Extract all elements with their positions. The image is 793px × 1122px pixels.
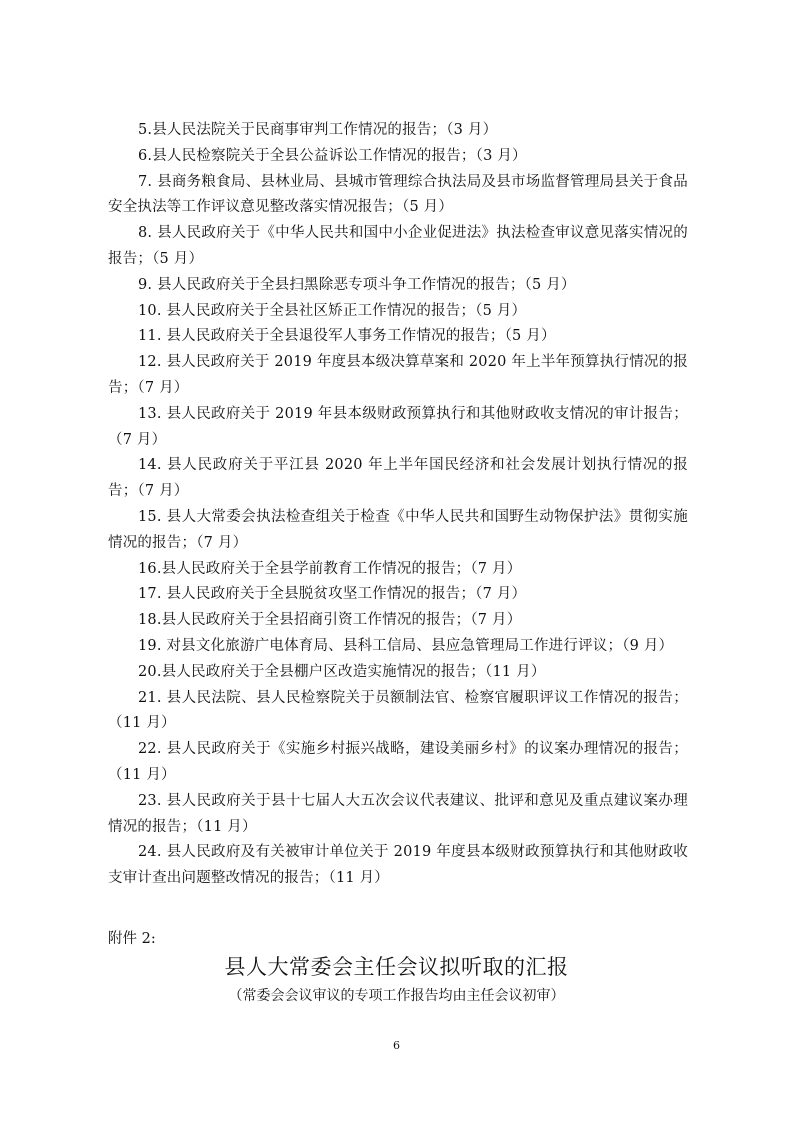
list-item: 16.县人民政府关于全县学前教育工作情况的报告；（7 月） — [138, 560, 522, 577]
list-item: 23. 县人民政府关于县十七届人大五次会议代表建议、批评和意见及重点建议案办理情况的报告；（11 月） — [108, 792, 688, 835]
list-item: 18.县人民政府关于全县招商引资工作情况的报告；（7 月） — [138, 612, 522, 629]
report-list — [108, 118, 688, 892]
list-item: 6.县人民检察院关于全县公益诉讼工作情况的报告；（3 月） — [138, 147, 527, 164]
list-item: 13. 县人民政府关于 2019 年县本级财政预算执行和其他财政收支情况的审计报告；（7 月） — [108, 405, 688, 448]
list-item: 11. 县人民政府关于全县退役军人事务工作情况的报告；（5 月） — [138, 328, 556, 345]
list-item: 17. 县人民政府关于全县脱贫攻坚工作情况的报告；（7 月） — [138, 586, 527, 603]
list-item: 19. 对县文化旅游广电体育局、县科工信局、县应急管理局工作进行评议；（9 月） — [138, 637, 674, 654]
list-item: 24. 县人民政府及有关被审计单位关于 2019 年度县本级财政预算执行和其他财政收支审计查出问题整改情况的报告；（11 月） — [108, 844, 688, 887]
section-subtitle: （常委会会议审议的专项工作报告均由主任会议初审） — [228, 988, 565, 1004]
list-item: 5.县人民法院关于民商事审判工作情况的报告；（3 月） — [138, 122, 498, 138]
list-item: 10. 县人民政府关于全县社区矫正工作情况的报告；（5 月） — [138, 302, 527, 319]
list-item: 7. 县商务粮食局、县林业局、县城市管理综合执法局及县市场监督管理局县关于食品安全执法等工作评议意见整改落实情况报告；（5 月） — [108, 173, 688, 216]
page-number: 6 — [393, 1039, 400, 1052]
list-item: 22. 县人民政府关于《实施乡村振兴战略，建设美丽乡村》的议案办理情况的报告；（11 月） — [108, 741, 688, 783]
list-item: 8. 县人民政府关于《中华人民共和国中小企业促进法》执法检查审议意见落实情况的报告；（5 月） — [108, 225, 688, 267]
list-item: 14. 县人民政府关于平江县 2020 年上半年国民经济和社会发展计划执行情况的报告；（7 月） — [108, 457, 688, 500]
section-title: 县人大常委会主任会议拟听取的汇报 — [224, 955, 569, 979]
list-item: 20.县人民政府关于全县棚户区改造实施情况的报告；（11 月） — [138, 663, 546, 680]
list-item: 12. 县人民政府关于 2019 年度县本级决算草案和 2020 年上半年预算执行情况的报告；（7 月） — [108, 354, 688, 396]
list-item: 21. 县人民法院、县人民检察院关于员额制法官、检察官履职评议工作情况的报告；（11 月） — [108, 689, 688, 732]
list-item: 15. 县人大常委会执法检查组关于检查《中华人民共和国野生动物保护法》贯彻实施情况的报告；（7 月） — [108, 508, 688, 551]
attachment-label: 附件 2: — [108, 931, 156, 947]
list-item: 9. 县人民政府关于全县扫黑除恶专项斗争工作情况的报告；（5 月） — [138, 276, 576, 293]
